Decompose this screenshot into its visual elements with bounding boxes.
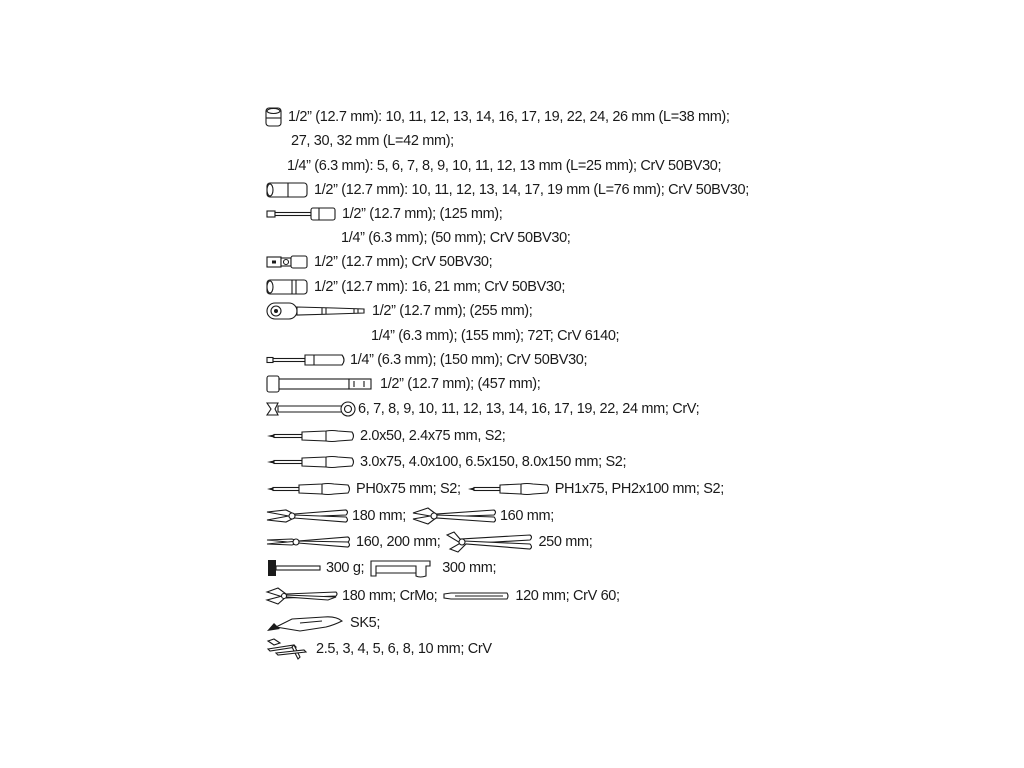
spec-text: PH1x75, PH2x100 mm; S2; — [554, 481, 724, 497]
spec-row-long-nose-pliers — [264, 531, 592, 553]
spec-row-locking-pliers-chisel — [264, 585, 620, 607]
spec-row-universal-joint — [264, 251, 492, 273]
spinner-handle-icon — [264, 350, 348, 370]
spec-text: 3.0x75, 4.0x100, 6.5x150, 8.0x150 mm; S2; — [360, 454, 627, 470]
chisel-icon — [441, 588, 511, 604]
spec-text: 300 g; — [326, 560, 365, 576]
pliers-icon — [410, 504, 498, 528]
spec-text: 1/2” (12.7 mm); CrV 50BV30; — [314, 254, 493, 270]
spec-row-sockets-half-large — [291, 130, 454, 152]
spec-row-deep-sockets — [264, 179, 749, 201]
spec-text: 1/2” (12.7 mm); (457 mm); — [380, 376, 541, 392]
breaker-bar-icon — [264, 373, 376, 395]
spec-row-extension-bars-quarter — [341, 227, 570, 249]
spec-row-pliers — [264, 505, 554, 527]
spec-text: 1/4” (6.3 mm); (155 mm); 72T; CrV 6140; — [371, 328, 620, 344]
spec-row-ratchets — [264, 300, 532, 322]
spec-text: 1/2” (12.7 mm): 16, 21 mm; CrV 50BV30; — [314, 279, 566, 295]
spec-text: 1/4” (6.3 mm): 5, 6, 7, 8, 9, 10, 11, 12, 13 mm (L=25 mm); CrV 50BV30; — [287, 158, 722, 174]
spec-text: 250 mm; — [538, 534, 593, 550]
universal-joint-icon — [264, 252, 310, 272]
spec-text: 1/2” (12.7 mm): 10, 11, 12, 13, 14, 16, 17, 19, 22, 24, 26 mm (L=38 mm); — [288, 109, 730, 125]
spec-text: PH0x75 mm; S2; — [356, 481, 461, 497]
spec-text: 6, 7, 8, 9, 10, 11, 12, 13, 14, 16, 17, 19, 22, 24 mm; CrV; — [358, 401, 700, 417]
spec-text: 2.0x50, 2.4x75 mm, S2; — [360, 428, 506, 444]
spec-row-utility-knife — [264, 612, 380, 634]
extension-bar-icon — [264, 204, 338, 224]
spec-text: 180 mm; CrMo; — [342, 588, 438, 604]
screwdriver-icon — [264, 426, 356, 446]
spec-row-sockets-half — [264, 106, 730, 128]
socket-icon — [264, 106, 284, 128]
spec-text: 160, 200 mm; — [356, 534, 441, 550]
spec-text: 160 mm; — [499, 508, 554, 524]
hex-key-icon — [264, 635, 312, 663]
hacksaw-icon — [368, 556, 438, 580]
spec-row-extension-bars — [264, 203, 502, 225]
spec-text: 1/2” (12.7 mm); (125 mm); — [342, 206, 503, 222]
locking-pliers-icon — [264, 584, 340, 608]
pliers-icon — [264, 504, 350, 528]
spec-text: 180 mm; — [352, 508, 406, 524]
pliers-icon — [264, 530, 352, 554]
spec-text: SK5; — [350, 615, 381, 631]
utility-knife-icon — [264, 611, 346, 635]
spec-row-screwdrivers-small — [264, 425, 505, 447]
spec-row-breaker-bar — [264, 373, 540, 395]
hammer-icon — [264, 556, 324, 580]
spec-row-screwdrivers-large — [264, 451, 626, 473]
spec-text: 27, 30, 32 mm (L=42 mm); — [291, 133, 454, 149]
spec-text: 1/2” (12.7 mm); (255 mm); — [372, 303, 533, 319]
ratchet-icon — [264, 300, 368, 322]
spark-plug-socket-icon — [264, 277, 310, 297]
spec-row-hammer-hacksaw — [264, 557, 496, 579]
water-pump-pliers-icon — [444, 529, 534, 555]
combination-wrench-icon — [264, 398, 356, 420]
spec-row-phillips-screwdrivers — [264, 478, 724, 500]
deep-socket-icon — [264, 180, 310, 200]
spec-text: 1/2” (12.7 mm): 10, 11, 12, 13, 14, 17, 19 mm (L=76 mm); CrV 50BV30; — [314, 182, 749, 198]
spec-row-spark-plug-sockets — [264, 276, 565, 298]
spec-text: 2.5, 3, 4, 5, 6, 8, 10 mm; CrV — [316, 641, 492, 657]
spec-row-combination-wrenches — [264, 398, 699, 420]
spec-row-hex-keys — [264, 638, 492, 660]
spec-row-ratchets-quarter — [371, 325, 619, 347]
phillips-screwdriver-icon — [264, 479, 352, 499]
spec-row-spinner-handle — [264, 349, 587, 371]
spec-text: 120 mm; CrV 60; — [515, 588, 620, 604]
screwdriver-icon — [264, 452, 356, 472]
phillips-screwdriver-icon — [465, 479, 551, 499]
spec-text: 300 mm; — [442, 560, 497, 576]
spec-text: 1/4” (6.3 mm); (150 mm); CrV 50BV30; — [350, 352, 588, 368]
spec-text: 1/4” (6.3 mm); (50 mm); CrV 50BV30; — [341, 230, 571, 246]
spec-row-sockets-quarter — [287, 155, 721, 177]
